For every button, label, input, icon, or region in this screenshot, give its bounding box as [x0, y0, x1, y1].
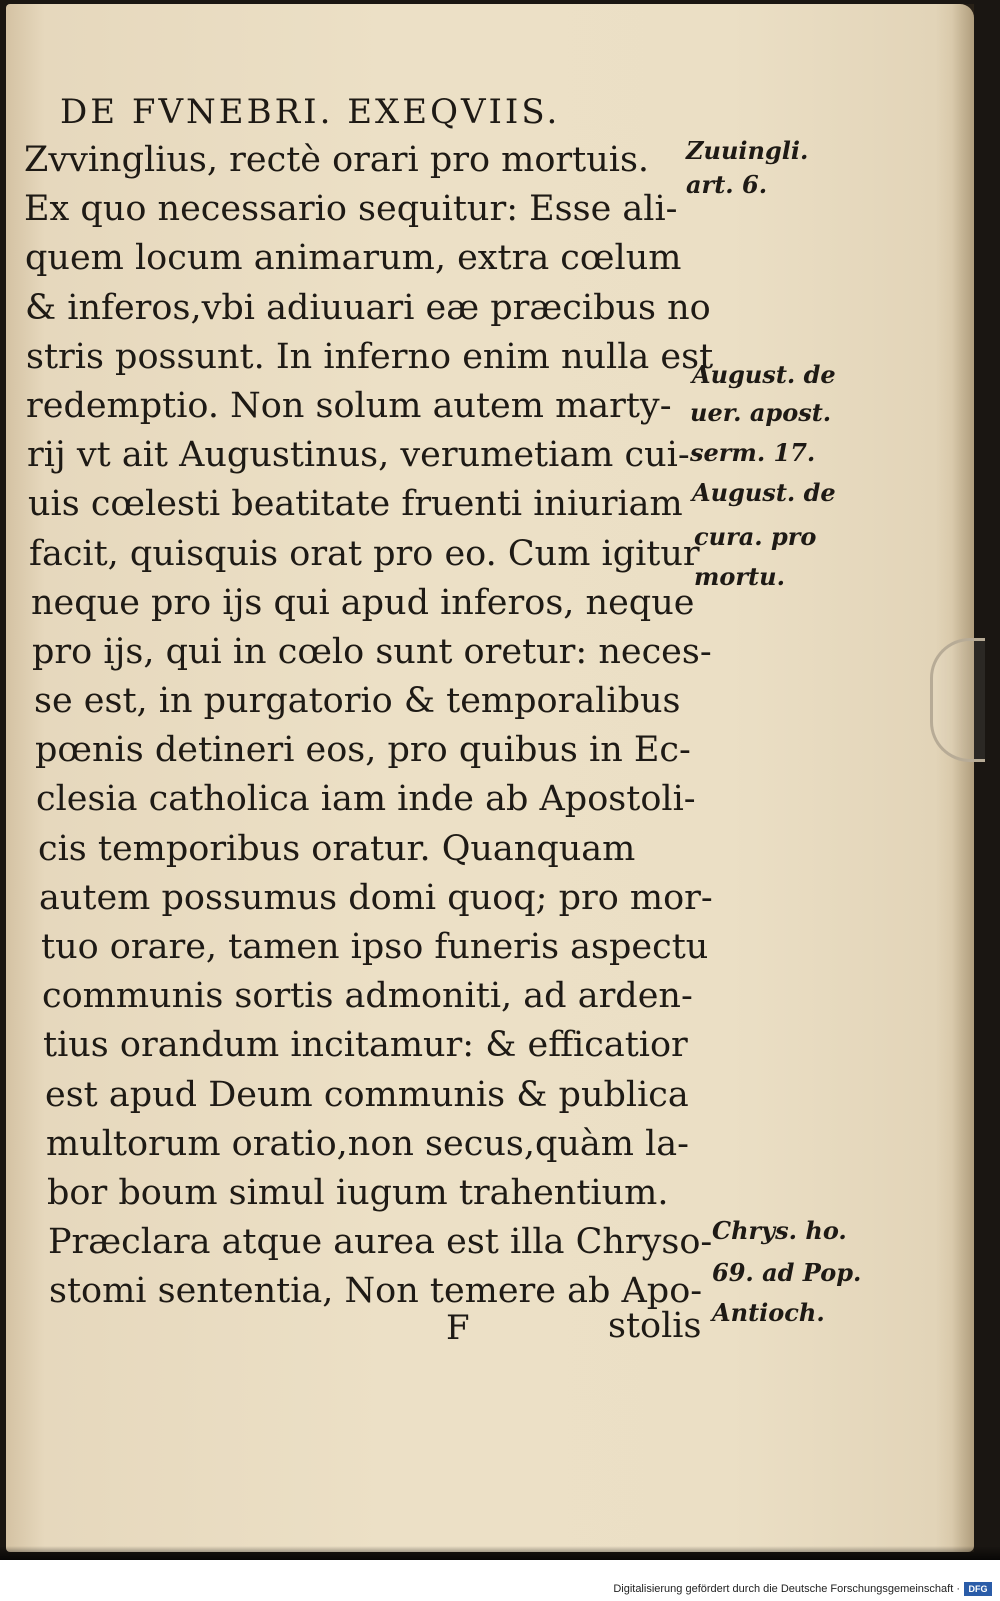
text-line: clesia catholica iam inde ab Apostoli- [36, 779, 696, 820]
marginal-note: Antioch. [712, 1298, 825, 1327]
text-line: Ex quo necessario sequitur: Esse ali- [24, 189, 678, 230]
text-line: communis sortis admoniti, ad arden- [42, 976, 693, 1017]
text-line: multorum oratio,non secus,quàm la- [46, 1123, 689, 1164]
text-line: facit, quisquis orat pro eo. Cum igitur [29, 533, 700, 574]
marginal-note: cura. pro [694, 522, 817, 551]
text-line: Zvvinglius, rectè orari pro mortuis. [24, 140, 650, 180]
text-line: neque pro ijs qui apud inferos, neque [31, 582, 695, 623]
text-line: cis temporibus oratur. Quanquam [38, 828, 636, 869]
marginal-note: Zuuingli. [686, 136, 809, 165]
marginal-note: art. 6. [686, 170, 768, 199]
running-header: DE FVNEBRI. EXEQVIIS. [60, 92, 561, 132]
marginal-note: serm. 17. [690, 438, 816, 467]
marginal-note: mortu. [694, 562, 785, 591]
marginal-note: August. de [692, 360, 836, 389]
text-line: stris possunt. In inferno enim nulla est [26, 336, 714, 377]
text-line: rij vt ait Augustinus, verumetiam cui- [27, 435, 690, 476]
signature-mark: F [446, 1308, 470, 1348]
text-line: se est, in purgatorio & temporalibus [34, 681, 681, 722]
page-clip [930, 638, 985, 762]
text-line: & inferos,vbi adiuuari eæ præcibus no [25, 287, 711, 328]
text-line: pro ijs, qui in cœlo sunt oretur: neces- [32, 631, 712, 672]
catchword: stolis [608, 1306, 702, 1346]
footer-bar [0, 1560, 1000, 1601]
dfg-logo: DFG [964, 1582, 992, 1596]
marginal-note: uer. apost. [690, 398, 832, 427]
funding-credit: Digitalisierung gefördert durch die Deutsche Forschungsgemeinschaft · [613, 1583, 960, 1595]
text-line: quem locum animarum, extra cœlum [25, 238, 682, 279]
text-line: pœnis detineri eos, pro quibus in Ec- [35, 730, 691, 771]
marginal-note: August. de [692, 478, 836, 507]
text-line: tuo orare, tamen ipso funeris aspectu [41, 927, 709, 967]
bottom-shadow [0, 1546, 1000, 1560]
text-line: Præclara atque aurea est illa Chryso- [48, 1222, 713, 1263]
text-line: est apud Deum communis & publica [45, 1074, 689, 1115]
text-line: uis cœlesti beatitate fruenti iniuriam [28, 484, 683, 525]
text-line: autem possumus domi quoq; pro mor- [39, 877, 713, 918]
main-text-block [20, 136, 714, 1317]
marginal-note: 69. ad Pop. [712, 1258, 862, 1287]
text-line: redemptio. Non solum autem marty- [26, 385, 672, 426]
text-line: stomi sententia, Non temere ab Apo- [49, 1271, 703, 1312]
text-line: bor boum simul iugum trahentium. [47, 1172, 669, 1213]
marginal-note: Chrys. ho. [712, 1216, 847, 1245]
text-line: tius orandum incitamur: & efficatior [43, 1025, 688, 1066]
page-edge-shadow [952, 4, 974, 1552]
